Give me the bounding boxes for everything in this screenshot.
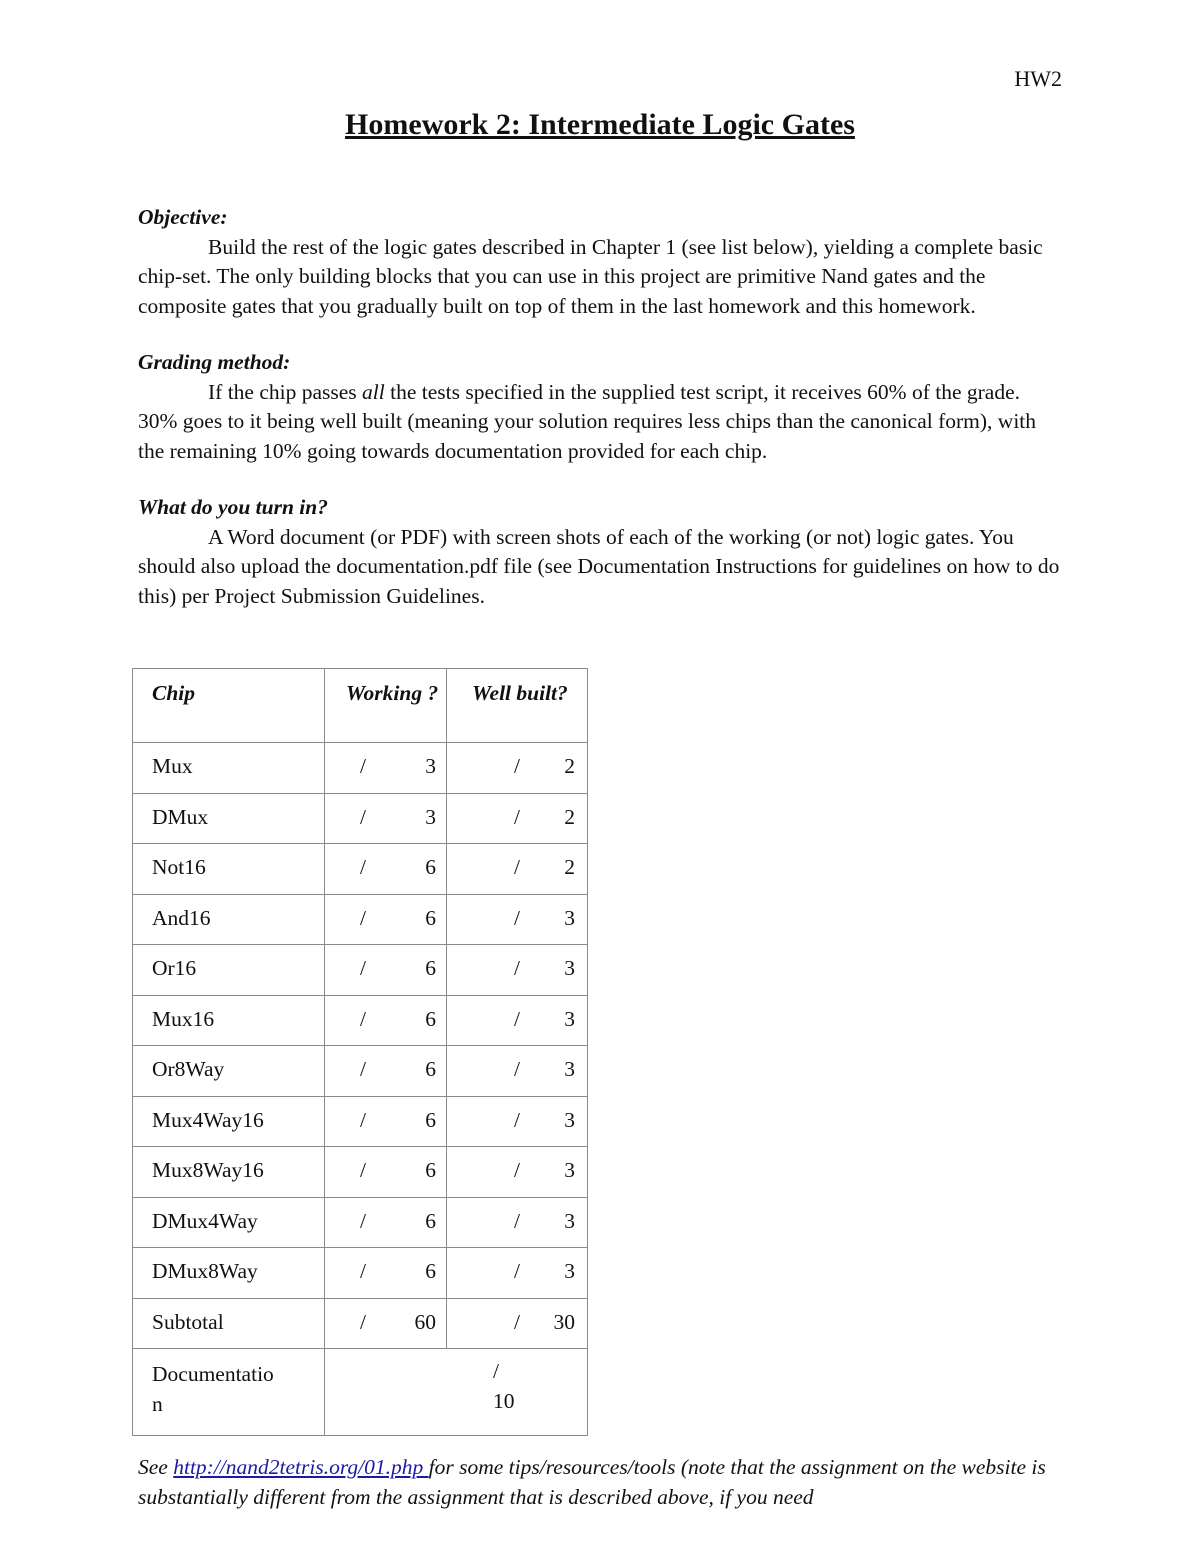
- score-slash: /: [514, 804, 520, 829]
- score-slash: /: [360, 1259, 366, 1283]
- score-points: 30: [553, 1309, 575, 1334]
- grading-text: [138, 378, 1063, 467]
- working-score-cell: [325, 844, 447, 895]
- objective-section: [138, 203, 1063, 321]
- documentation-label-line1: Documentatio: [152, 1362, 274, 1386]
- well-built-score-cell: [447, 1147, 588, 1198]
- working-score-cell: [325, 894, 447, 945]
- header-tag: HW2: [1014, 66, 1062, 91]
- score-points: 3: [564, 1107, 575, 1132]
- body-text: [138, 203, 1063, 638]
- table-row: [133, 1096, 588, 1147]
- score-points: 3: [564, 956, 575, 980]
- turn-in-text: A Word document (or PDF) with screen shots of each of the working (or not) logic gates. You should also upload the documentation.pdf file (see Documentation Instructions for guidelines on how to do this) per Project Submission Guidelines.: [138, 524, 1060, 608]
- score-points: 6: [425, 855, 436, 879]
- score-slash: /: [360, 1208, 366, 1233]
- chip-name-cell: Mux4Way16: [133, 1096, 325, 1147]
- documentation-points: 10: [493, 1389, 515, 1413]
- score-slash: /: [514, 1208, 520, 1233]
- footer-note: [138, 1452, 1063, 1512]
- score-points: 60: [414, 1309, 436, 1334]
- score-slash: /: [360, 1057, 366, 1081]
- working-score-cell: [325, 1147, 447, 1198]
- table-row: [133, 945, 588, 996]
- table-row: [133, 1046, 588, 1097]
- documentation-label: [133, 1349, 325, 1436]
- score-points: 3: [564, 1057, 575, 1081]
- objective-heading: Objective:: [138, 205, 228, 229]
- score-points: 6: [425, 1208, 436, 1233]
- score-points: 6: [425, 1259, 436, 1283]
- grading-table: [132, 668, 588, 1436]
- score-slash: /: [514, 754, 520, 778]
- score-slash: /: [514, 1309, 520, 1334]
- grading-heading: Grading method:: [138, 350, 291, 374]
- chip-name-cell: DMux8Way: [133, 1248, 325, 1299]
- chip-name-cell: Mux16: [133, 995, 325, 1046]
- table-row: [133, 793, 588, 844]
- score-points: 6: [425, 1158, 436, 1182]
- working-score-cell: [325, 1248, 447, 1299]
- well-built-score-cell: [447, 1096, 588, 1147]
- working-score-cell: [325, 743, 447, 794]
- turn-in-section: [138, 493, 1063, 611]
- score-slash: /: [514, 1006, 520, 1031]
- score-points: 3: [425, 804, 436, 829]
- well-built-score-cell: [447, 743, 588, 794]
- header-working: Working ?: [325, 669, 447, 743]
- score-points: 3: [564, 1158, 575, 1182]
- score-slash: /: [360, 1107, 366, 1132]
- working-score-cell: [325, 1046, 447, 1097]
- score-slash: /: [360, 1006, 366, 1031]
- documentation-score-cell: [325, 1349, 588, 1436]
- chip-name-cell: And16: [133, 894, 325, 945]
- table-row: [133, 894, 588, 945]
- chip-name-cell: Mux8Way16: [133, 1147, 325, 1198]
- score-points: 3: [564, 1259, 575, 1283]
- score-slash: /: [514, 1057, 520, 1081]
- chip-name-cell: Or8Way: [133, 1046, 325, 1097]
- chip-name-cell: Mux: [133, 743, 325, 794]
- score-slash: /: [360, 1158, 366, 1182]
- score-points: 3: [425, 754, 436, 778]
- table-row: [133, 995, 588, 1046]
- well-built-score-cell: [447, 844, 588, 895]
- well-built-score-cell: [447, 945, 588, 996]
- score-slash: /: [360, 1309, 366, 1334]
- chip-name-cell: Subtotal: [133, 1298, 325, 1349]
- score-slash: /: [360, 754, 366, 778]
- table-row: [133, 1248, 588, 1299]
- table-row: [133, 1197, 588, 1248]
- working-score-cell: [325, 1096, 447, 1147]
- score-slash: /: [514, 956, 520, 980]
- table-row: [133, 743, 588, 794]
- grading-text-emphasis: all: [362, 379, 385, 404]
- score-points: 3: [564, 905, 575, 930]
- score-slash: /: [514, 1259, 520, 1283]
- well-built-score-cell: [447, 894, 588, 945]
- working-score-cell: [325, 1197, 447, 1248]
- table-row: [133, 1147, 588, 1198]
- page-title: Homework 2: Intermediate Logic Gates: [345, 108, 855, 141]
- documentation-row: [133, 1349, 588, 1436]
- chip-name-cell: Not16: [133, 844, 325, 895]
- well-built-score-cell: [447, 1298, 588, 1349]
- score-points: 3: [564, 1208, 575, 1233]
- score-points: 6: [425, 1057, 436, 1081]
- score-slash: /: [360, 905, 366, 930]
- score-points: 6: [425, 1107, 436, 1132]
- well-built-score-cell: [447, 1046, 588, 1097]
- score-points: 6: [425, 956, 436, 980]
- grading-section: [138, 348, 1063, 466]
- chip-name-cell: DMux: [133, 793, 325, 844]
- score-points: 3: [564, 1006, 575, 1031]
- documentation-label-line2: n: [152, 1392, 163, 1416]
- score-points: 6: [425, 1006, 436, 1031]
- score-slash: /: [360, 804, 366, 829]
- grading-text-before: If the chip passes: [208, 379, 363, 404]
- table-header-row: [133, 669, 588, 743]
- footer-rest: for some tips/resources/tools (note that the assignment on the website is substantially different from the assignment that is described above, if you need: [138, 1455, 1046, 1509]
- turn-in-heading: What do you turn in?: [138, 495, 328, 519]
- well-built-score-cell: [447, 793, 588, 844]
- score-slash: /: [514, 855, 520, 879]
- table-row: [133, 844, 588, 895]
- chip-name-cell: Or16: [133, 945, 325, 996]
- working-score-cell: [325, 945, 447, 996]
- well-built-score-cell: [447, 995, 588, 1046]
- footer-see: See: [138, 1455, 174, 1479]
- score-slash: /: [360, 855, 366, 879]
- header-well-built: Well built?: [447, 669, 588, 743]
- working-score-cell: [325, 995, 447, 1046]
- score-slash: /: [514, 1107, 520, 1132]
- score-slash: /: [514, 905, 520, 930]
- score-slash: /: [493, 1359, 499, 1383]
- objective-text: Build the rest of the logic gates described in Chapter 1 (see list below), yielding a complete basic chip-set. The only building blocks that you can use in this project are primitive Nand gates and the composite gates that you gradually built on top of them in the last homework and this homework.: [138, 234, 1043, 318]
- table-row: [133, 1298, 588, 1349]
- well-built-score-cell: [447, 1248, 588, 1299]
- score-points: 2: [564, 804, 575, 829]
- well-built-score-cell: [447, 1197, 588, 1248]
- score-slash: /: [514, 1158, 520, 1182]
- chip-name-cell: DMux4Way: [133, 1197, 325, 1248]
- score-points: 6: [425, 905, 436, 930]
- working-score-cell: [325, 1298, 447, 1349]
- score-points: 2: [564, 855, 575, 879]
- grading-text-after: the tests specified in the supplied test script, it receives 60% of the grade. 30% goes to it being well built (meaning your solution requires less chips than the canonical form), with the remaining 10% going towards documentation provided for each chip.: [138, 379, 1037, 463]
- header-chip: Chip: [133, 669, 325, 743]
- score-slash: /: [360, 956, 366, 980]
- score-points: 2: [564, 754, 575, 778]
- resource-link[interactable]: http://nand2tetris.org/01.php: [173, 1455, 429, 1479]
- working-score-cell: [325, 793, 447, 844]
